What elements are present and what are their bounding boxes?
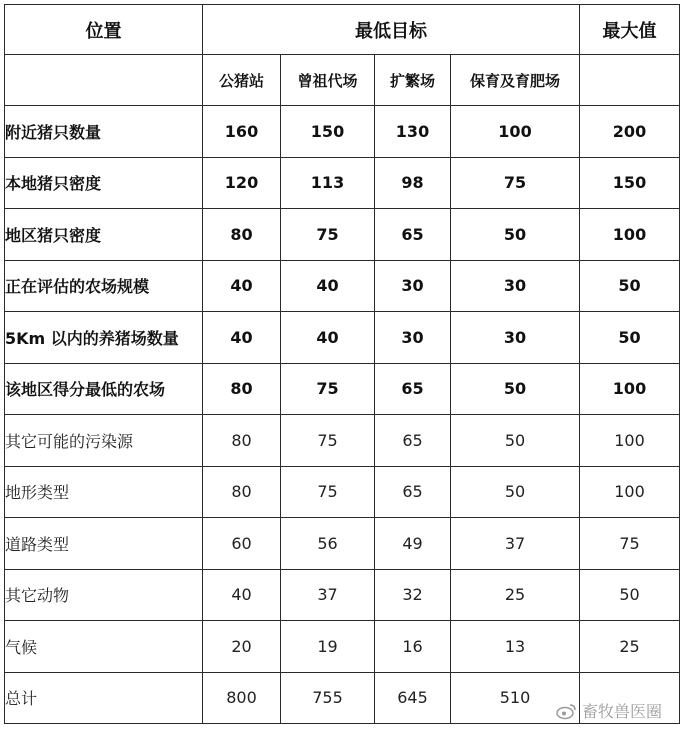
row-label: 其它动物 bbox=[5, 569, 203, 621]
row-value: 50 bbox=[451, 415, 580, 467]
row-label: 其它可能的污染源 bbox=[5, 415, 203, 467]
subheader-row bbox=[5, 55, 680, 106]
row-value: 65 bbox=[375, 209, 451, 261]
row-value: 75 bbox=[281, 466, 375, 518]
row-value: 13 bbox=[451, 621, 580, 673]
row-value: 120 bbox=[203, 157, 281, 209]
header-min-target: 最低目标 bbox=[203, 5, 580, 55]
row-label: 地区猪只密度 bbox=[5, 209, 203, 261]
table-row bbox=[5, 466, 680, 518]
row-value: 113 bbox=[281, 157, 375, 209]
table-row bbox=[5, 157, 680, 209]
table-row bbox=[5, 363, 680, 415]
subheader-empty bbox=[5, 55, 203, 106]
row-value: 37 bbox=[451, 518, 580, 570]
row-value: 20 bbox=[203, 621, 281, 673]
row-value: 80 bbox=[203, 466, 281, 518]
row-value: 40 bbox=[203, 260, 281, 312]
row-max: 200 bbox=[580, 106, 680, 158]
row-max: 75 bbox=[580, 518, 680, 570]
row-value: 30 bbox=[451, 260, 580, 312]
row-label: 地形类型 bbox=[5, 466, 203, 518]
row-value: 755 bbox=[281, 672, 375, 724]
row-value: 60 bbox=[203, 518, 281, 570]
row-label: 正在评估的农场规模 bbox=[5, 260, 203, 312]
row-max: 25 bbox=[580, 621, 680, 673]
header-row bbox=[5, 5, 680, 55]
row-value: 80 bbox=[203, 363, 281, 415]
row-label: 附近猪只数量 bbox=[5, 106, 203, 158]
row-value: 100 bbox=[451, 106, 580, 158]
row-max: 50 bbox=[580, 569, 680, 621]
header-max-value: 最大值 bbox=[580, 5, 680, 55]
table-row bbox=[5, 518, 680, 570]
table-row bbox=[5, 312, 680, 364]
row-value: 40 bbox=[281, 312, 375, 364]
table-row bbox=[5, 415, 680, 467]
row-value: 80 bbox=[203, 209, 281, 261]
row-value: 65 bbox=[375, 466, 451, 518]
table-row bbox=[5, 621, 680, 673]
subheader-empty-max bbox=[580, 55, 680, 106]
row-value: 65 bbox=[375, 363, 451, 415]
row-value: 16 bbox=[375, 621, 451, 673]
row-max: 100 bbox=[580, 363, 680, 415]
header-position: 位置 bbox=[5, 5, 203, 55]
row-value: 50 bbox=[451, 363, 580, 415]
row-label: 道路类型 bbox=[5, 518, 203, 570]
row-value: 510 bbox=[451, 672, 580, 724]
row-value: 150 bbox=[281, 106, 375, 158]
row-label: 该地区得分最低的农场 bbox=[5, 363, 203, 415]
row-value: 25 bbox=[451, 569, 580, 621]
row-value: 40 bbox=[203, 569, 281, 621]
row-value: 75 bbox=[451, 157, 580, 209]
row-value: 130 bbox=[375, 106, 451, 158]
scoring-table bbox=[4, 4, 680, 724]
row-value: 160 bbox=[203, 106, 281, 158]
table-row bbox=[5, 672, 680, 724]
subheader-great-grandparent-farm: 曾祖代场 bbox=[281, 55, 375, 106]
row-max: 150 bbox=[580, 157, 680, 209]
row-max: 50 bbox=[580, 260, 680, 312]
row-value: 40 bbox=[281, 260, 375, 312]
row-value: 75 bbox=[281, 363, 375, 415]
row-max: 50 bbox=[580, 312, 680, 364]
row-value: 800 bbox=[203, 672, 281, 724]
subheader-boar-station: 公猪站 bbox=[203, 55, 281, 106]
row-value: 50 bbox=[451, 209, 580, 261]
row-max: 100 bbox=[580, 415, 680, 467]
row-value: 19 bbox=[281, 621, 375, 673]
row-label: 本地猪只密度 bbox=[5, 157, 203, 209]
row-value: 37 bbox=[281, 569, 375, 621]
table-row bbox=[5, 209, 680, 261]
table-row bbox=[5, 569, 680, 621]
row-value: 32 bbox=[375, 569, 451, 621]
row-value: 56 bbox=[281, 518, 375, 570]
row-label: 5Km 以内的养猪场数量 bbox=[5, 312, 203, 364]
watermark-text: 畜牧兽医圈 bbox=[581, 702, 662, 721]
row-value: 50 bbox=[451, 466, 580, 518]
table-row bbox=[5, 260, 680, 312]
row-value: 30 bbox=[451, 312, 580, 364]
row-value: 645 bbox=[375, 672, 451, 724]
row-label: 总计 bbox=[5, 672, 203, 724]
row-label: 气候 bbox=[5, 621, 203, 673]
row-value: 75 bbox=[281, 209, 375, 261]
row-value: 75 bbox=[281, 415, 375, 467]
row-value: 98 bbox=[375, 157, 451, 209]
subheader-multiplier-farm: 扩繁场 bbox=[375, 55, 451, 106]
row-value: 40 bbox=[203, 312, 281, 364]
row-value: 65 bbox=[375, 415, 451, 467]
row-max bbox=[580, 672, 680, 724]
row-value: 30 bbox=[375, 312, 451, 364]
table-row bbox=[5, 106, 680, 158]
row-max: 100 bbox=[580, 209, 680, 261]
row-max: 100 bbox=[580, 466, 680, 518]
row-value: 30 bbox=[375, 260, 451, 312]
subheader-nursery-finishing-farm: 保育及育肥场 bbox=[451, 55, 580, 106]
row-value: 49 bbox=[375, 518, 451, 570]
row-value: 80 bbox=[203, 415, 281, 467]
